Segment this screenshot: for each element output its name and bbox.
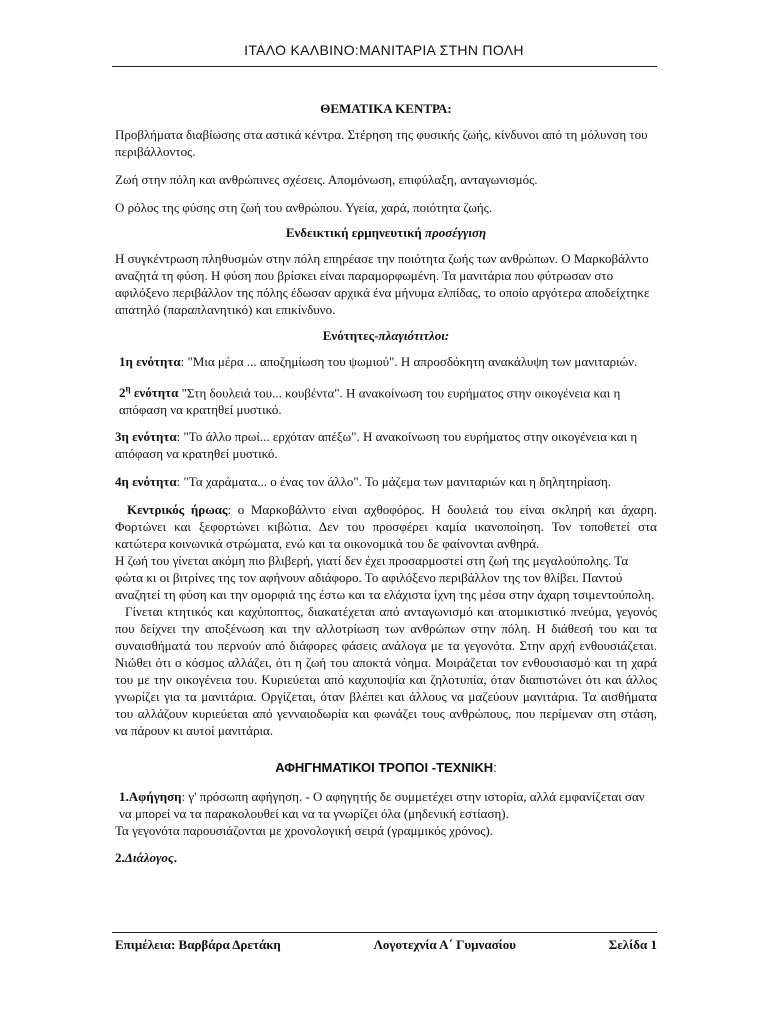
- unit-2-number: 2: [119, 385, 126, 401]
- hero-label: Κεντρικός ήρωας: [127, 502, 228, 518]
- dialogue-period: .: [173, 850, 177, 866]
- unit-1: [115, 353, 657, 370]
- unit-3: [115, 428, 657, 462]
- unit-2-label: [119, 385, 178, 400]
- unit-2-word: ενότητα: [130, 385, 179, 401]
- header-divider: [112, 66, 657, 67]
- narration-paragraph-2: Τα γεγονότα παρουσιάζονται με χρονολογική σειρά (γραμμικός χρόνος).: [115, 823, 493, 839]
- dialogue-label: Διάλογος: [124, 850, 174, 866]
- narration-text-1: : γ' πρόσωπη αφήγηση. - Ο αφηγητής δε συμμετέχει στην ιστορία, αλλά εμφανίζεται σαν να μπορεί να τα παρακολουθεί και να τα γνωρίζει όλα (μηδενική εστίαση).: [119, 789, 645, 822]
- dialogue-heading: [115, 849, 657, 866]
- narration-label: 1.Αφήγηση: [119, 789, 182, 805]
- narration-heading-text: ΑΦΗΓΗΜΑΤΙΚΟΙ ΤΡΟΠΟΙ -ΤΕΧΝΙΚΗ: [275, 760, 494, 776]
- hero-text-1: : ο Μαρκοβάλντο είναι αχθοφόρος. Η δουλειά του είναι σκληρή και άχαρη. Φορτώνει και ξεφορτώνει κιβώτια. Δεν του προσφέρει καμία ικανοποίηση. Τον τοποθετεί στα κατώτερα κοινωνικά στρώματα, ενώ και τα οικονομικά του δε φαίνονται ανθηρά.: [115, 502, 657, 552]
- unit-2-text: "Στη δουλειά του... κουβέντα". Η ανακοίνωση του ευρήματος στην οικογένεια και η απόφαση να κρατηθεί μυστικό.: [119, 385, 621, 418]
- page-footer: [115, 937, 657, 953]
- narration-heading: [115, 759, 657, 776]
- units-heading: [115, 327, 657, 344]
- units-heading-italic: πλαγιότιτλοι:: [378, 328, 450, 343]
- unit-2: [115, 381, 657, 418]
- dialogue-number: 2.: [115, 850, 125, 866]
- narration-paragraph: [115, 788, 657, 822]
- hero-paragraph-2: Η ζωή του γίνεται ακόμη πιο βλιβερή, γιατί δεν έχει προσαρμοστεί στη ζωή της μεγαλούπολης. Τα φώτα κι οι βιτρίνες της τον αφήνουν αδιάφορο. Το αφιλόξενο περιβάλλον της τον θλίβει. Παντού αναζητεί τη φύση και την ομορφιά της έστω και τα ελάχιστα ίχνη της μέσα στην άχαρη τσιμεντούπολη.: [115, 553, 655, 603]
- unit-4-text: : "Τα χαράματα... ο ένας τον άλλο". Το μάζεμα των μανιταριών και η δηλητηρίαση.: [176, 474, 611, 490]
- unit-2-superscript: η: [125, 384, 131, 394]
- unit-1-label: 1η ενότητα: [119, 354, 181, 369]
- unit-4: [115, 473, 657, 490]
- hero-paragraph-1: [115, 501, 657, 552]
- footer-editor: Επιμέλεια: Βαρβάρα Δρετάκη: [115, 937, 281, 952]
- document-title: ΙΤΑΛΟ ΚΑΛΒΙΝΟ:ΜΑΝΙΤΑΡΙΑ ΣΤΗΝ ΠΟΛΗ: [244, 42, 524, 58]
- unit-3-text: : "Το άλλο πρωί... ερχόταν απέξω". Η ανακοίνωση του ευρήματος στην οικογένεια και η απόφαση να κρατηθεί μυστικό.: [115, 429, 638, 462]
- interpretation-paragraph: Η συγκέντρωση πληθυσμών στην πόλη επηρέασε την ποιότητα ζωής των ανθρώπων. Ο Μαρκοβάλντο αναζητά τη φύση. Η φύση που βρίσκει είναι παραμορφωμένη. Τα μανιτάρια που φύτρωσαν στο αφιλόξενο περιβάλλον της πόλης έδωσαν αρχικά ένα μήνυμα ελπίδας, το οποίο αργότερα αποδείχτηκε απατηλό (παραπλανητικό) και επικίνδυνο.: [115, 251, 650, 317]
- interpretation-heading-text: Ενδεικτική ερμηνευτική: [285, 225, 425, 240]
- footer-divider: [112, 932, 657, 933]
- units-heading-text: Ενότητες-: [322, 328, 379, 343]
- footer-page-number: Σελίδα 1: [608, 937, 657, 952]
- theme-paragraph-3: Ο ρόλος της φύσης στη ζωή του ανθρώπου. Υγεία, χαρά, ποιότητα ζωής.: [115, 200, 493, 215]
- unit-1-text: : "Μια μέρα ... αποζημίωση του ψωμιού". Η απροσδόκητη ανακάλυψη των μανιταριών.: [180, 354, 638, 369]
- document-body: [115, 100, 657, 866]
- hero-paragraph-3: Γίνεται κτητικός και καχύποπτος, διακατέχεται από ανταγωνισμό και ατομικιστικό πνεύμα, γεγονός που δείχνει την αποξένωση και την αλλοτρίωση των ανθρώπων στην πόλη. Η διάθεσή του και τα συναισθήματά του περνούν από διάφορες φάσεις ανάλογα με τα γεγονότα. Στην αρχή ενθουσιάζεται. Νιώθει ότι ο κόσμος αλλάζει, ότι η ζωή του αποκτά νόημα. Μοιράζεται τον ενθουσιασμό και τη χαρά του με την οικογένεια του. Κυριεύεται από καχυποψία και ζηλοτυπία, όταν διαπιστώνει ότι και άλλος γνωρίζει για τα μανιτάρια. Οργίζεται, όταν βλέπει και άλλους να μαζεύουν μανιτάρια. Τα αισθήματα του αλλάζουν κυριεύεται από γενναιοδωρία και φωνάζει τους ανθρώπους, που περίμεναν στη στάση, να πάρουν κι αυτοί μανιτάρια.: [115, 604, 657, 739]
- themes-heading: ΘΕΜΑΤΙΚΑ ΚΕΝΤΡΑ:: [320, 101, 452, 116]
- narration-heading-colon: :: [493, 760, 497, 776]
- theme-paragraph-1: Προβλήματα διαβίωσης στα αστικά κέντρα. Στέρηση της φυσικής ζωής, κίνδυνοι από τη μόλυνση του περιβάλλοντος.: [115, 127, 648, 159]
- unit-4-label: 4η ενότητα: [115, 474, 177, 490]
- footer-course: Λογοτεχνία Α΄ Γυμνασίου: [373, 937, 516, 952]
- unit-3-label: 3η ενότητα: [115, 429, 177, 445]
- interpretation-heading: [115, 224, 657, 241]
- interpretation-heading-italic: προσέγγιση: [424, 225, 487, 240]
- theme-paragraph-2: Ζωή στην πόλη και ανθρώπινες σχέσεις. Απομόνωση, επιφύλαξη, ανταγωνισμός.: [115, 172, 538, 187]
